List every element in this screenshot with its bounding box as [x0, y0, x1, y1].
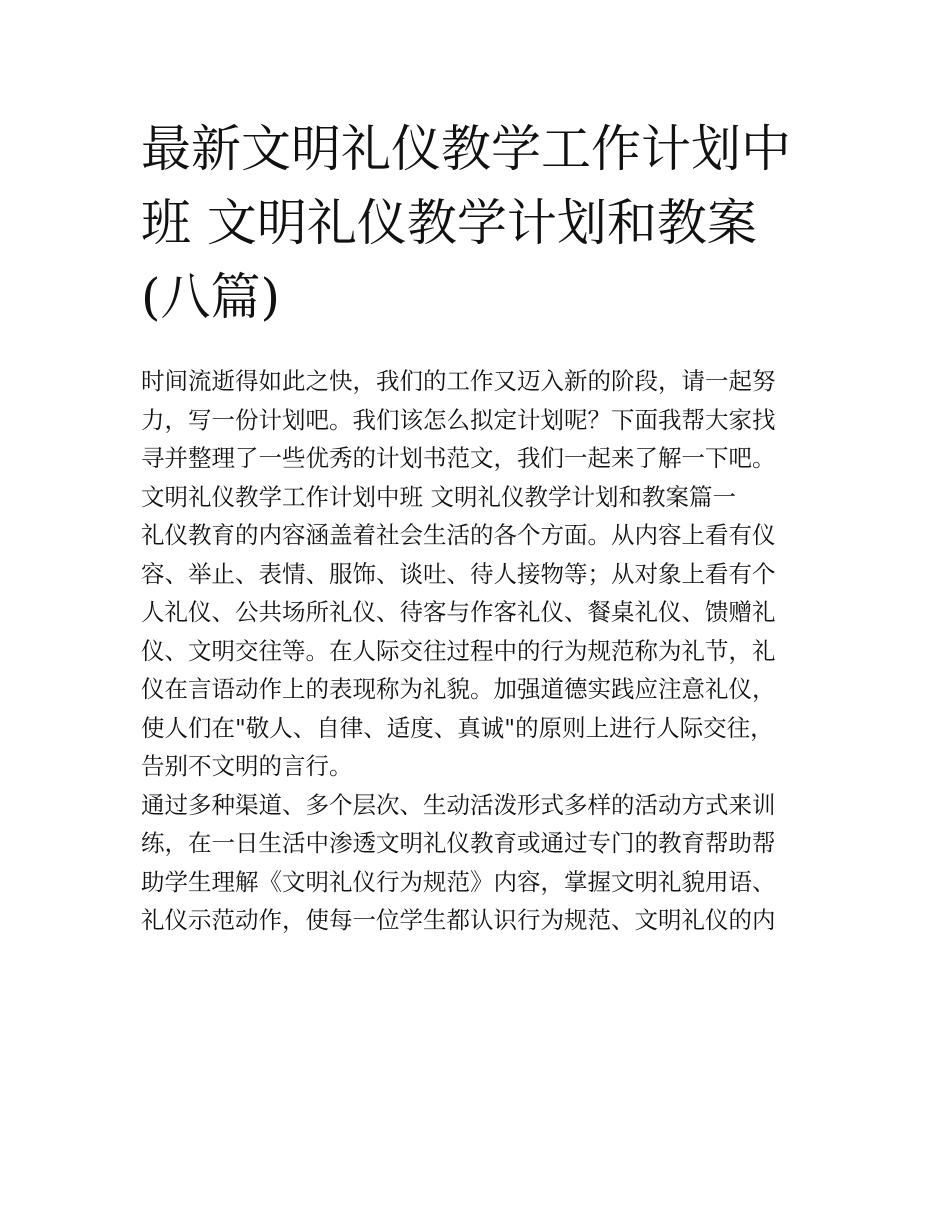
- body-line: 礼仪教育的内容涵盖着社会生活的各个方面。从内容上看有仪: [141, 521, 776, 549]
- section-heading: 文明礼仪教学工作计划中班 文明礼仪教学计划和教案篇一: [141, 482, 736, 511]
- body-line: 助学生理解《文明礼仪行为规范》内容，掌握文明礼貌用语、: [141, 867, 776, 896]
- body-line: 寻并整理了一些优秀的计划书范文，我们一起来了解一下吧。: [141, 444, 776, 472]
- body-line: 容、举止、表情、服饰、谈吐、待人接物等；从对象上看有个: [141, 559, 776, 588]
- title-line: (八篇): [141, 268, 281, 326]
- body-line: 仪、文明交往等。在人际交往过程中的行为规范称为礼节，礼: [141, 636, 776, 665]
- body-line: 告别不文明的言行。: [141, 752, 353, 780]
- document-content: [141, 112, 816, 940]
- body-line: 礼仪示范动作，使每一位学生都认识行为规范、文明礼仪的内: [141, 906, 776, 934]
- title-line: 最新文明礼仪教学工作计划中: [141, 120, 791, 178]
- body-line: 使人们在"敬人、自律、适度、真诚"的原则上进行人际交往，: [141, 713, 774, 742]
- body-line: 通过多种渠道、多个层次、生动活泼形式多样的活动方式来训: [141, 790, 776, 819]
- document-title: [141, 112, 816, 334]
- title-line: 班 文明礼仪教学计划和教案: [141, 194, 757, 252]
- document-body: [141, 362, 816, 940]
- body-line: 练，在一日生活中渗透文明礼仪教育或通过专门的教育帮助帮: [141, 829, 776, 857]
- body-line: 仪在言语动作上的表现称为礼貌。加强道德实践应注意礼仪，: [141, 675, 776, 703]
- body-line: 时间流逝得如此之快，我们的工作又迈入新的阶段，请一起努: [141, 367, 776, 395]
- body-line: 力，写一份计划吧。我们该怎么拟定计划呢？下面我帮大家找: [141, 405, 776, 434]
- body-line: 人礼仪、公共场所礼仪、待客与作客礼仪、餐桌礼仪、馈赠礼: [141, 598, 776, 626]
